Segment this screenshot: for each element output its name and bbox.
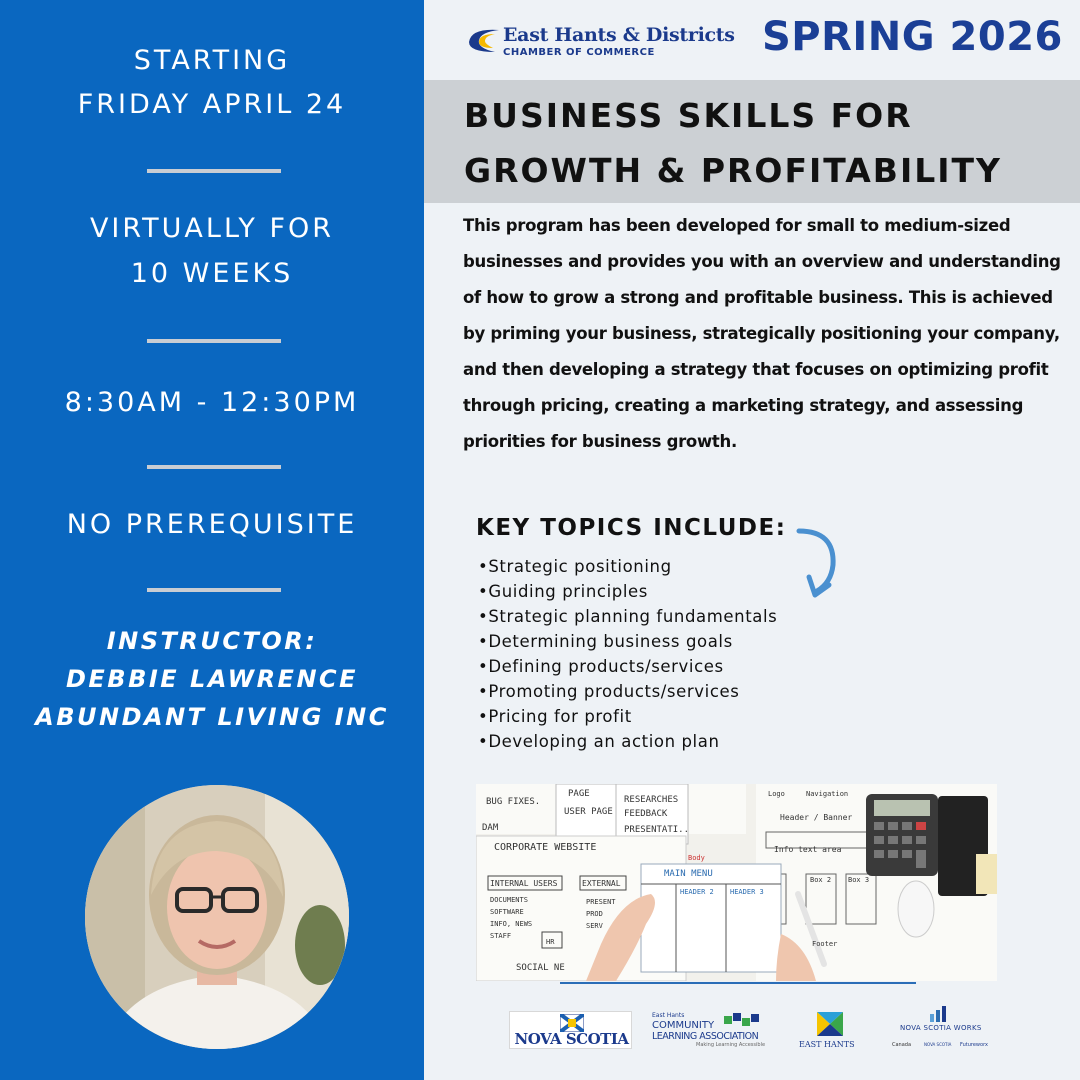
instructor-photo xyxy=(85,785,349,1049)
sketch-text: SOFTWARE xyxy=(490,908,524,916)
start-label: STARTING xyxy=(133,45,291,76)
nova-scotia-label: NOVA SCOTIA xyxy=(514,1030,629,1048)
puzzle-icon xyxy=(724,1013,762,1027)
divider xyxy=(560,982,916,984)
instructor-company: ABUNDANT LIVING INC xyxy=(35,703,389,731)
format-line2: 10 WEEKS xyxy=(130,258,294,289)
curved-arrow-icon xyxy=(795,525,843,600)
left-panel xyxy=(0,0,424,1080)
sketch-text: Info text area xyxy=(774,845,842,854)
sketch-text: PROD xyxy=(586,910,603,918)
sketch-text: EXTERNAL xyxy=(582,879,621,888)
time-range: 8:30AM - 12:30PM xyxy=(64,387,360,418)
sketch-text: CORPORATE WEBSITE xyxy=(494,842,597,853)
east-hants-emblem-icon xyxy=(817,1012,843,1036)
ns-works-label: NOVA SCOTIA WORKS xyxy=(900,1024,982,1032)
east-hants-label: EAST HANTS xyxy=(799,1040,855,1049)
divider xyxy=(147,169,281,173)
instructor-label: INSTRUCTOR: xyxy=(106,627,318,655)
key-topics-list xyxy=(478,554,777,754)
format-line1: VIRTUALLY FOR xyxy=(89,213,335,244)
sketch-text: RESEARCHES xyxy=(624,795,679,805)
divider xyxy=(147,465,281,469)
list-item: • Strategic planning fundamentals xyxy=(478,604,777,629)
list-item: • Pricing for profit xyxy=(478,704,777,729)
east-hants-logo xyxy=(795,1012,865,1052)
list-item: • Developing an action plan xyxy=(478,729,777,754)
chamber-subtitle: CHAMBER OF COMMERCE xyxy=(503,47,655,58)
sketch-text: SERV xyxy=(586,922,603,930)
clc-tagline: Making Learning Accessible xyxy=(696,1042,766,1048)
sketch-text: PRESENTATI.. xyxy=(624,825,690,835)
planning-board-photo xyxy=(476,784,997,981)
ns-works-ns: NOVA SCOTIA xyxy=(924,1042,952,1047)
instructor-name: DEBBIE LAWRENCE xyxy=(65,665,359,693)
key-topics-title: KEY TOPICS INCLUDE: xyxy=(476,515,787,541)
sketch-text: PRESENT xyxy=(586,898,616,906)
sketch-text: HR xyxy=(546,938,555,946)
ns-works-canada: Canada xyxy=(892,1042,912,1048)
chamber-swoosh-icon xyxy=(465,26,501,56)
sketch-text: Body xyxy=(688,854,705,862)
season-title: SPRING 2026 xyxy=(762,14,1063,60)
sketch-text: FEEDBACK xyxy=(624,809,668,819)
clc-line2: LEARNING ASSOCIATION xyxy=(652,1031,759,1042)
bar-chart-icon xyxy=(930,1006,950,1022)
sketch-text: Navigation xyxy=(806,790,849,798)
list-item: • Promoting products/services xyxy=(478,679,777,704)
sketch-text: INTERNAL USERS xyxy=(490,879,558,888)
sketch-text: STAFF xyxy=(490,932,512,940)
sketch-text: Footer xyxy=(812,940,838,948)
clc-logo xyxy=(652,1012,772,1052)
list-item: • Guiding principles xyxy=(478,579,777,604)
list-item: • Defining products/services xyxy=(478,654,777,679)
sketch-text: MAIN MENU xyxy=(664,869,713,879)
divider xyxy=(147,339,281,343)
ns-works-logo xyxy=(892,1006,1002,1054)
sketch-text: DAM xyxy=(482,823,499,833)
sketch-text: INFO, NEWS xyxy=(490,920,533,928)
course-title xyxy=(464,88,1002,198)
sketch-text: Box 3 xyxy=(848,876,870,884)
sketch-text: USER PAGE xyxy=(564,807,613,817)
clc-small-label: East Hants xyxy=(652,1012,685,1019)
sketch-text: Header / Banner xyxy=(780,813,853,822)
sketch-text: Box 2 xyxy=(810,876,832,884)
program-description: This program has been developed for small to medium-sized businesses and provides you with an overview and understanding of how to grow a strong and profitable business. This is achieved by priming your business, strategically positioning your company, and then developing a strategy that focuses on optimizing profit through pricing, creating a marketing strategy, and assessing priorities for business growth. xyxy=(463,216,1061,451)
list-item: • Determining business goals xyxy=(478,629,777,654)
nova-scotia-logo xyxy=(509,1011,632,1049)
ns-works-futureworx: Futureworx xyxy=(960,1042,988,1048)
sketch-text: Logo xyxy=(768,790,785,798)
sketch-text: BUG FIXES. xyxy=(486,797,541,807)
sketch-text: PAGE xyxy=(568,789,590,799)
chamber-name: East Hants & Districts xyxy=(503,24,735,46)
sketch-text: SOCIAL NE xyxy=(516,963,565,973)
course-title-line1: BUSINESS SKILLS FOR xyxy=(464,96,913,135)
clc-line1: COMMUNITY xyxy=(652,1020,715,1031)
sketch-text: HEADER 3 xyxy=(730,888,764,896)
sketch-text: HEADER 2 xyxy=(680,888,714,896)
list-item: • Strategic positioning xyxy=(478,554,777,579)
divider xyxy=(147,588,281,592)
prerequisite: NO PREREQUISITE xyxy=(66,509,358,540)
course-title-banner xyxy=(424,80,1080,203)
chamber-logo xyxy=(465,22,735,62)
start-date: FRIDAY APRIL 24 xyxy=(77,89,347,120)
sketch-text: DOCUMENTS xyxy=(490,896,528,904)
course-title-line2: GROWTH & PROFITABILITY xyxy=(464,151,1002,190)
